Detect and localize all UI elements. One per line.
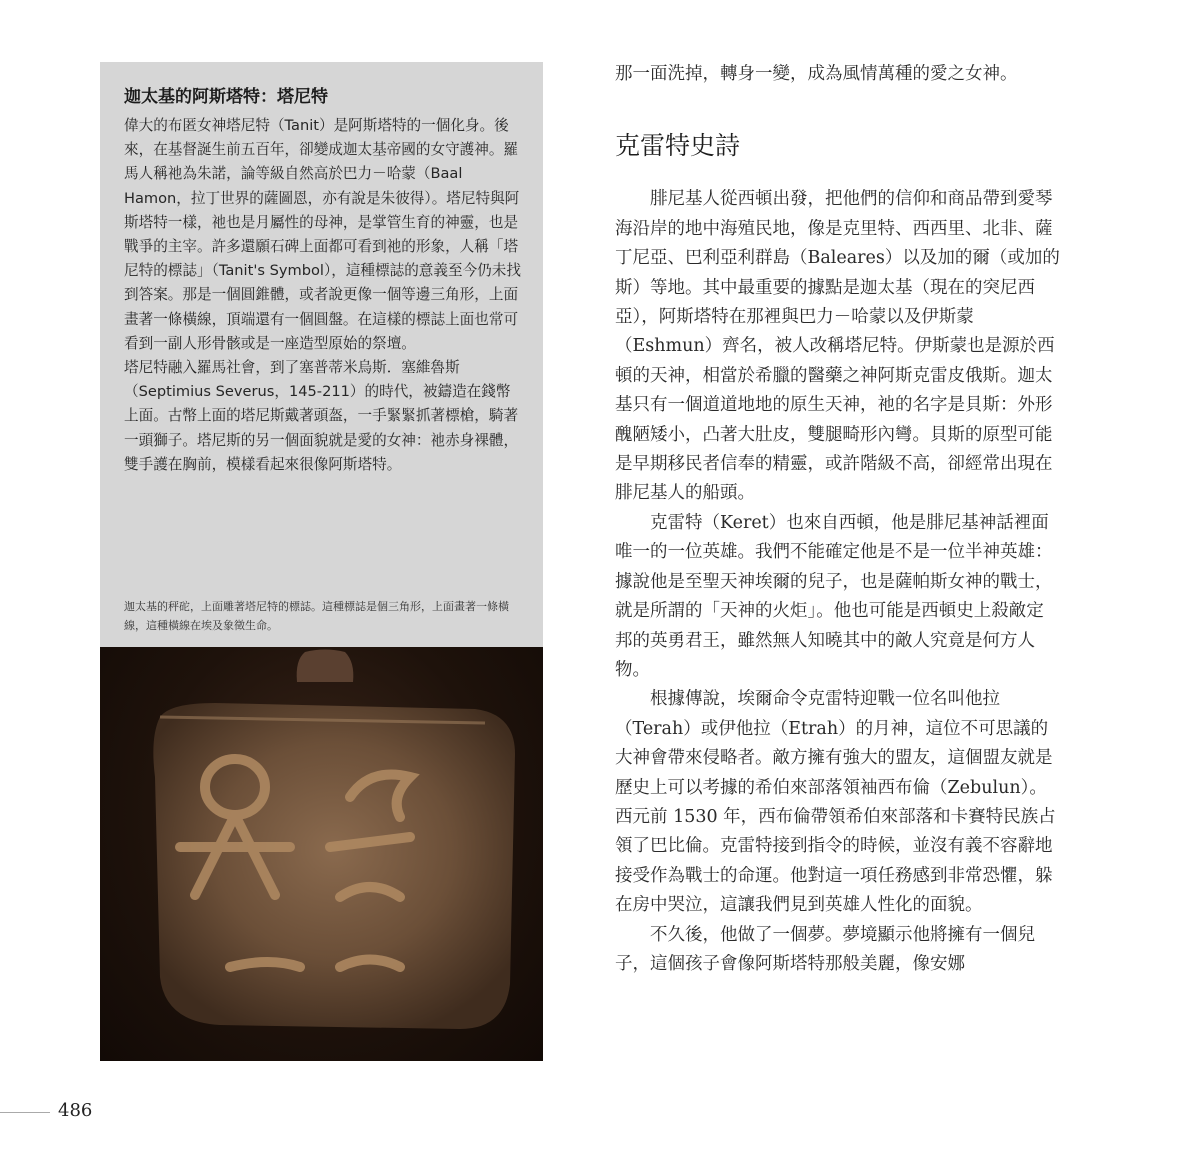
main-column [615, 60, 1060, 979]
body-paragraph: 腓尼基人從西頓出發，把他們的信仰和商品帶到愛琴海沿岸的地中海殖民地，像是克里特、西西里、北非、薩丁尼亞、巴利亞利群島（Baleares）以及加的爾（或加的斯）等地。其中最重要的據點是迦太基（現在的突尼西亞），阿斯塔特在那裡與巴力－哈蒙以及伊斯蒙（Eshmun）齊名，被人改稱塔尼特。伊斯蒙也是源於西頓的天神，相當於希臘的醫藥之神阿斯克雷皮俄斯。迦太基只有一個道道地地的原生天神，祂的名字是貝斯：外形醜陋矮小，凸著大肚皮，雙腿畸形內彎。貝斯的原型可能是早期移民者信奉的精靈，或許階級不高，卻經常出現在腓尼基人的船頭。 [615, 189, 1060, 504]
sidebar-paragraph: 偉大的布匿女神塔尼特（Tanit）是阿斯塔特的一個化身。後來，在基督誕生前五百年，卻變成迦太基帝國的女守護神。羅馬人稱祂為朱諾，論等級自然高於巴力－哈蒙（Baal Hamon，拉丁世界的薩圖恩，亦有說是朱彼得）。塔尼特與阿斯塔特一樣，祂也是月屬性的母神，是掌管生育的神靈，也是戰爭的主宰。許多還願石碑上面都可看到祂的形象，人稱「塔尼特的標誌」（Tanit's Symbol），這種標誌的意義至今仍未找到答案。那是一個圓錐體，或者說更像一個等邊三角形，上面畫著一條橫線，頂端還有一個圓盤。在這樣的標誌上面也常可看到一副人形骨骸或是一座造型原始的祭壇。 [124, 117, 521, 352]
photo-caption: 迦太基的秤砣，上面雕著塔尼特的標誌。這種標誌是個三角形，上面畫著一條橫線，這種橫線在埃及象徵生命。 [124, 600, 509, 632]
opening-paragraph: 那一面洗掉，轉身一變，成為風情萬種的愛之女神。 [615, 64, 1018, 84]
page-number: 486 [58, 1100, 93, 1121]
body-paragraph: 根據傳說，埃爾命令克雷特迎戰一位名叫他拉（Terah）或伊他拉（Etrah）的月神，這位不可思議的大神會帶來侵略者。敵方擁有強大的盟友，這個盟友就是歷史上可以考據的希伯來部落領袖西布倫（Zebulun）。西元前 1530 年，西布倫帶領希伯來部落和卡賽特民族占領了巴比倫。克雷特接到指令的時候，並沒有義不容辭地接受作為戰士的命運。他對這一項任務感到非常恐懼，躲在房中哭泣，這讓我們見到英雄人性化的面貌。 [615, 689, 1056, 916]
sidebar-body [124, 114, 524, 477]
sidebar-title: 迦太基的阿斯塔特：塔尼特 [124, 87, 328, 107]
tanit-weight-illustration [100, 647, 543, 1061]
section-heading: 克雷特史詩 [615, 131, 741, 161]
sidebar-box [100, 62, 543, 647]
sidebar-paragraph: 塔尼特融入羅馬社會，到了塞普蒂米烏斯．塞維魯斯（Septimius Severus，145-211）的時代，被鑄造在錢幣上面。古幣上面的塔尼斯戴著頭盔，一手緊緊抓著標槍，騎著一頭獅子。塔尼斯的另一個面貌就是愛的女神：祂赤身裸體，雙手護在胸前，模樣看起來很像阿斯塔特。 [124, 359, 519, 473]
body-paragraph: 不久後，他做了一個夢。夢境顯示他將擁有一個兒子，這個孩子會像阿斯塔特那般美麗，像安娜 [615, 924, 1035, 974]
tanit-weight-photo [100, 647, 543, 1061]
body-paragraph: 克雷特（Keret）也來自西頓，他是腓尼基神話裡面唯一的一位英雄。我們不能確定他是不是一位半神英雄：據說他是至聖天神埃爾的兒子，也是薩帕斯女神的戰士，就是所謂的「天神的火炬」。他也可能是西頓史上殺敵定邦的英勇君王，雖然無人知曉其中的敵人究竟是何方人物。 [615, 512, 1053, 680]
page-rule [0, 1112, 50, 1113]
